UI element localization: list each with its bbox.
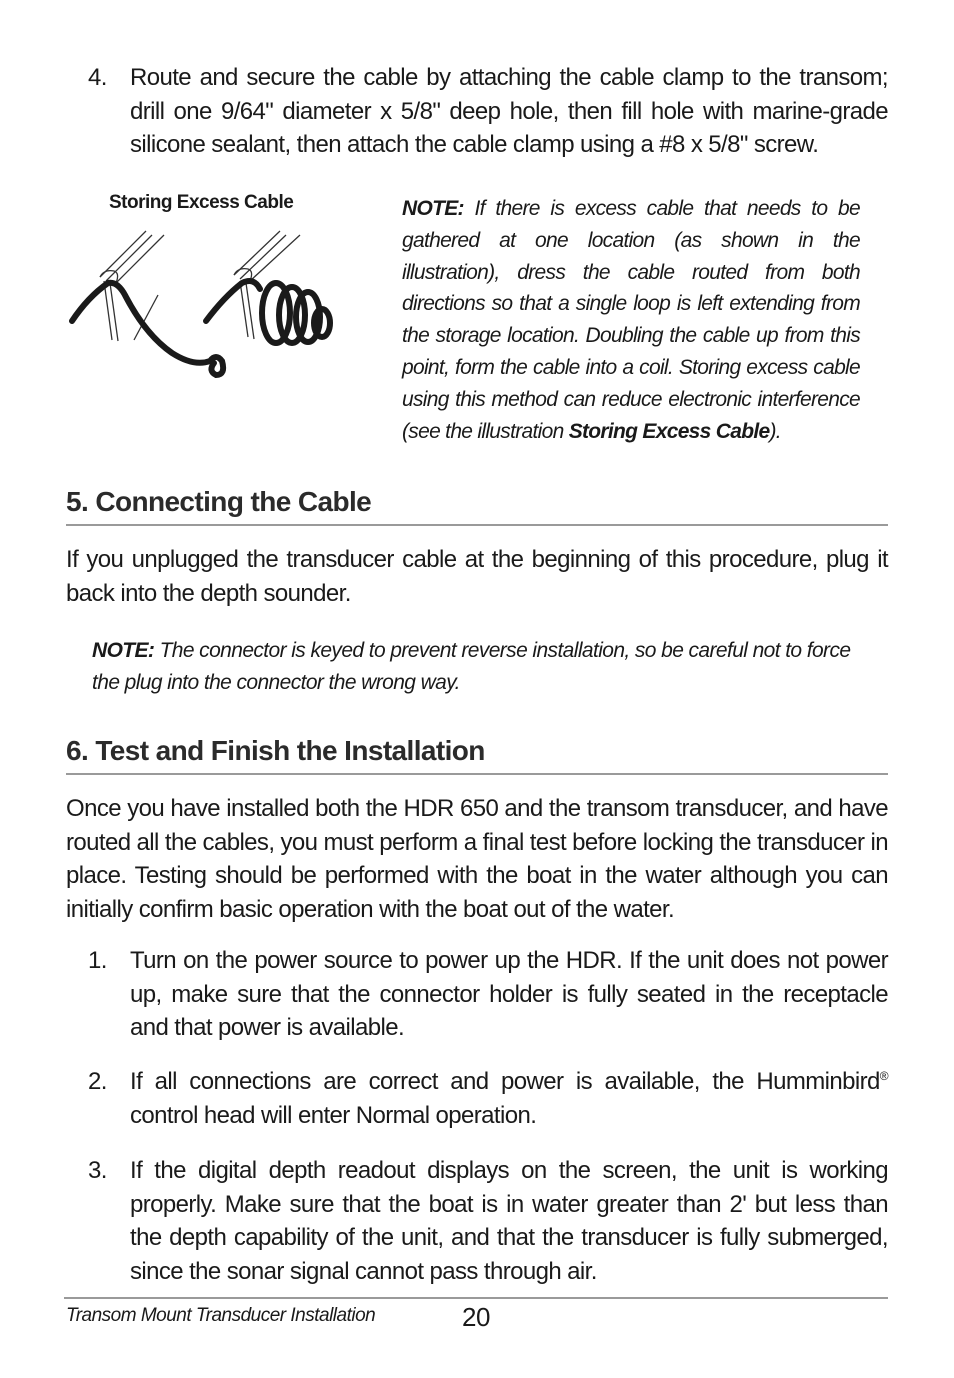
note-label: NOTE:: [92, 639, 155, 662]
step-text: Route and secure the cable by attaching the cable clamp to the transom; drill one 9/64" diameter x 5/8" deep hole, then fill hole with marine-grade silicone sealant, then attach the cable clamp using a #8 x 5/8" screw.: [130, 64, 888, 158]
test-step-1: [88, 944, 888, 1045]
cable-coil: [262, 283, 330, 343]
note-end: ).: [769, 419, 781, 443]
footer-divider: [64, 1297, 888, 1299]
storing-excess-cable-illustration: [64, 225, 344, 390]
step-text: [130, 1065, 888, 1132]
connector-note: [92, 635, 862, 698]
step-text: Turn on the power source to power up the HDR. If the unit does not power up, make sure that the connector holder is fully seated in the receptacle and that power is available.: [130, 947, 888, 1041]
left-cable: [72, 283, 223, 375]
registered-mark: ®: [879, 1069, 888, 1083]
test-step-2: [88, 1065, 888, 1132]
section-5-paragraph: If you unplugged the transducer cable at the beginning of this procedure, plug it back into the depth sounder.: [66, 546, 888, 607]
section-5-heading: 5. Connecting the Cable: [66, 486, 888, 526]
step-number: 3.: [88, 1157, 107, 1184]
footer-title: Transom Mount Transducer Installation: [66, 1305, 376, 1326]
note-label: NOTE:: [402, 197, 464, 220]
step-text: If the digital depth readout displays on the screen, the unit is working properly. Make sure that the boat is in water greater than 2' but less than the depth capability of the unit, and that the transducer is fully submerged, since the sonar signal cannot pass through air.: [130, 1157, 888, 1285]
section-6-paragraph: Once you have installed both the HDR 650 and the transom transducer, and have routed all the cables, you must perform a final test before locking the transducer in place. Testing should be performed with the boat in the water although you can initially confirm basic operation with the boat out of the water.: [66, 795, 888, 923]
note-figure-reference: Storing Excess Cable: [568, 419, 770, 443]
step-text-a: If all connections are correct and power is available, the Humminbird: [130, 1068, 880, 1095]
left-cable-clamp: [100, 231, 164, 341]
step-number: 1.: [88, 947, 107, 974]
note-text: If there is excess cable that needs to be gathered at one location (as shown in the illustration), dress the cable routed from both directions so that a single loop is left extending from the storage location. Doubling the cable up from this point, form the cable into a coil. Storing excess cable using this method can reduce electronic interference (see the illustration: [402, 197, 860, 443]
step-number: 2.: [88, 1068, 107, 1095]
right-cable: [206, 281, 260, 321]
figure-caption: Storing Excess Cable: [109, 192, 294, 213]
cable-coil-drawing: [64, 225, 344, 390]
step-text-b: control head will enter Normal operation.: [130, 1101, 537, 1129]
storing-cable-note: [402, 193, 860, 447]
step-4: [88, 61, 888, 162]
page-number: 20: [462, 1302, 490, 1332]
section-6-heading: 6. Test and Finish the Installation: [66, 735, 888, 775]
note-text: The connector is keyed to prevent reverse installation, so be careful not to force the plug into the connector the wrong way.: [92, 639, 851, 694]
step-number: 4.: [88, 64, 107, 91]
test-step-3: [88, 1154, 888, 1288]
